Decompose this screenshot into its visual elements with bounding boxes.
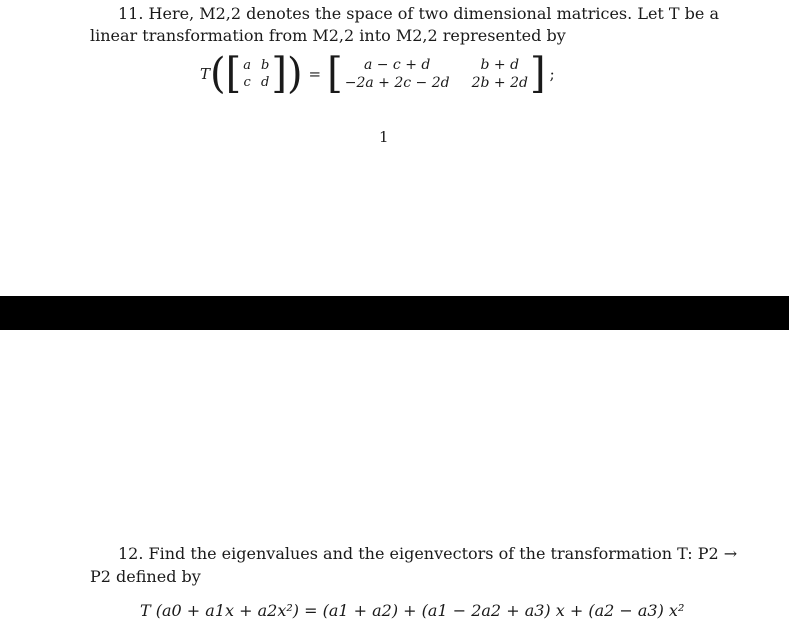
page-number: 1 [379,128,389,146]
rhs-cell: b + d [480,57,520,73]
left-paren: ( [210,49,226,99]
lhs-T: T [200,65,211,83]
q11-line1: 11. Here, M2,2 denotes the space of two dimensional matrices. Let T be a [118,4,720,23]
lhs-cell: b [261,58,270,73]
q11-line2: linear transformation from M2,2 into M2,2 represented by [90,26,566,45]
q11-equation [200,49,555,99]
right-bracket: ] [271,49,287,99]
rhs-cell: −2a + 2c − 2d [344,75,450,91]
rhs-cell: 2b + 2d [471,75,528,91]
right-paren: ) [286,49,303,99]
left-bracket: [ [225,49,242,99]
page-top [0,0,789,296]
rhs-left-bracket: [ [327,49,343,99]
lhs-cell: a [243,58,251,73]
equals-sign: = [308,65,322,83]
rhs-right-bracket: ] [529,49,546,99]
q12-line2: P2 defined by [90,567,201,586]
q12-formula: T (a0 + a1x + a2x²) = (a1 + a2) + (a1 − 2a2 + a3) x + (a2 − a3) x² [140,601,685,620]
lhs-cell: c [243,75,251,90]
semicolon: ; [549,65,555,83]
page-bottom [0,330,789,644]
rhs-matrix [343,57,530,91]
q12-line1: 12. Find the eigenvalues and the eigenvectors of the transformation T: P2 → [118,544,738,563]
lhs-matrix [241,58,271,90]
black-separator-bar [0,296,789,330]
rhs-cell: a − c + d [363,57,431,73]
lhs-cell: d [261,75,270,90]
